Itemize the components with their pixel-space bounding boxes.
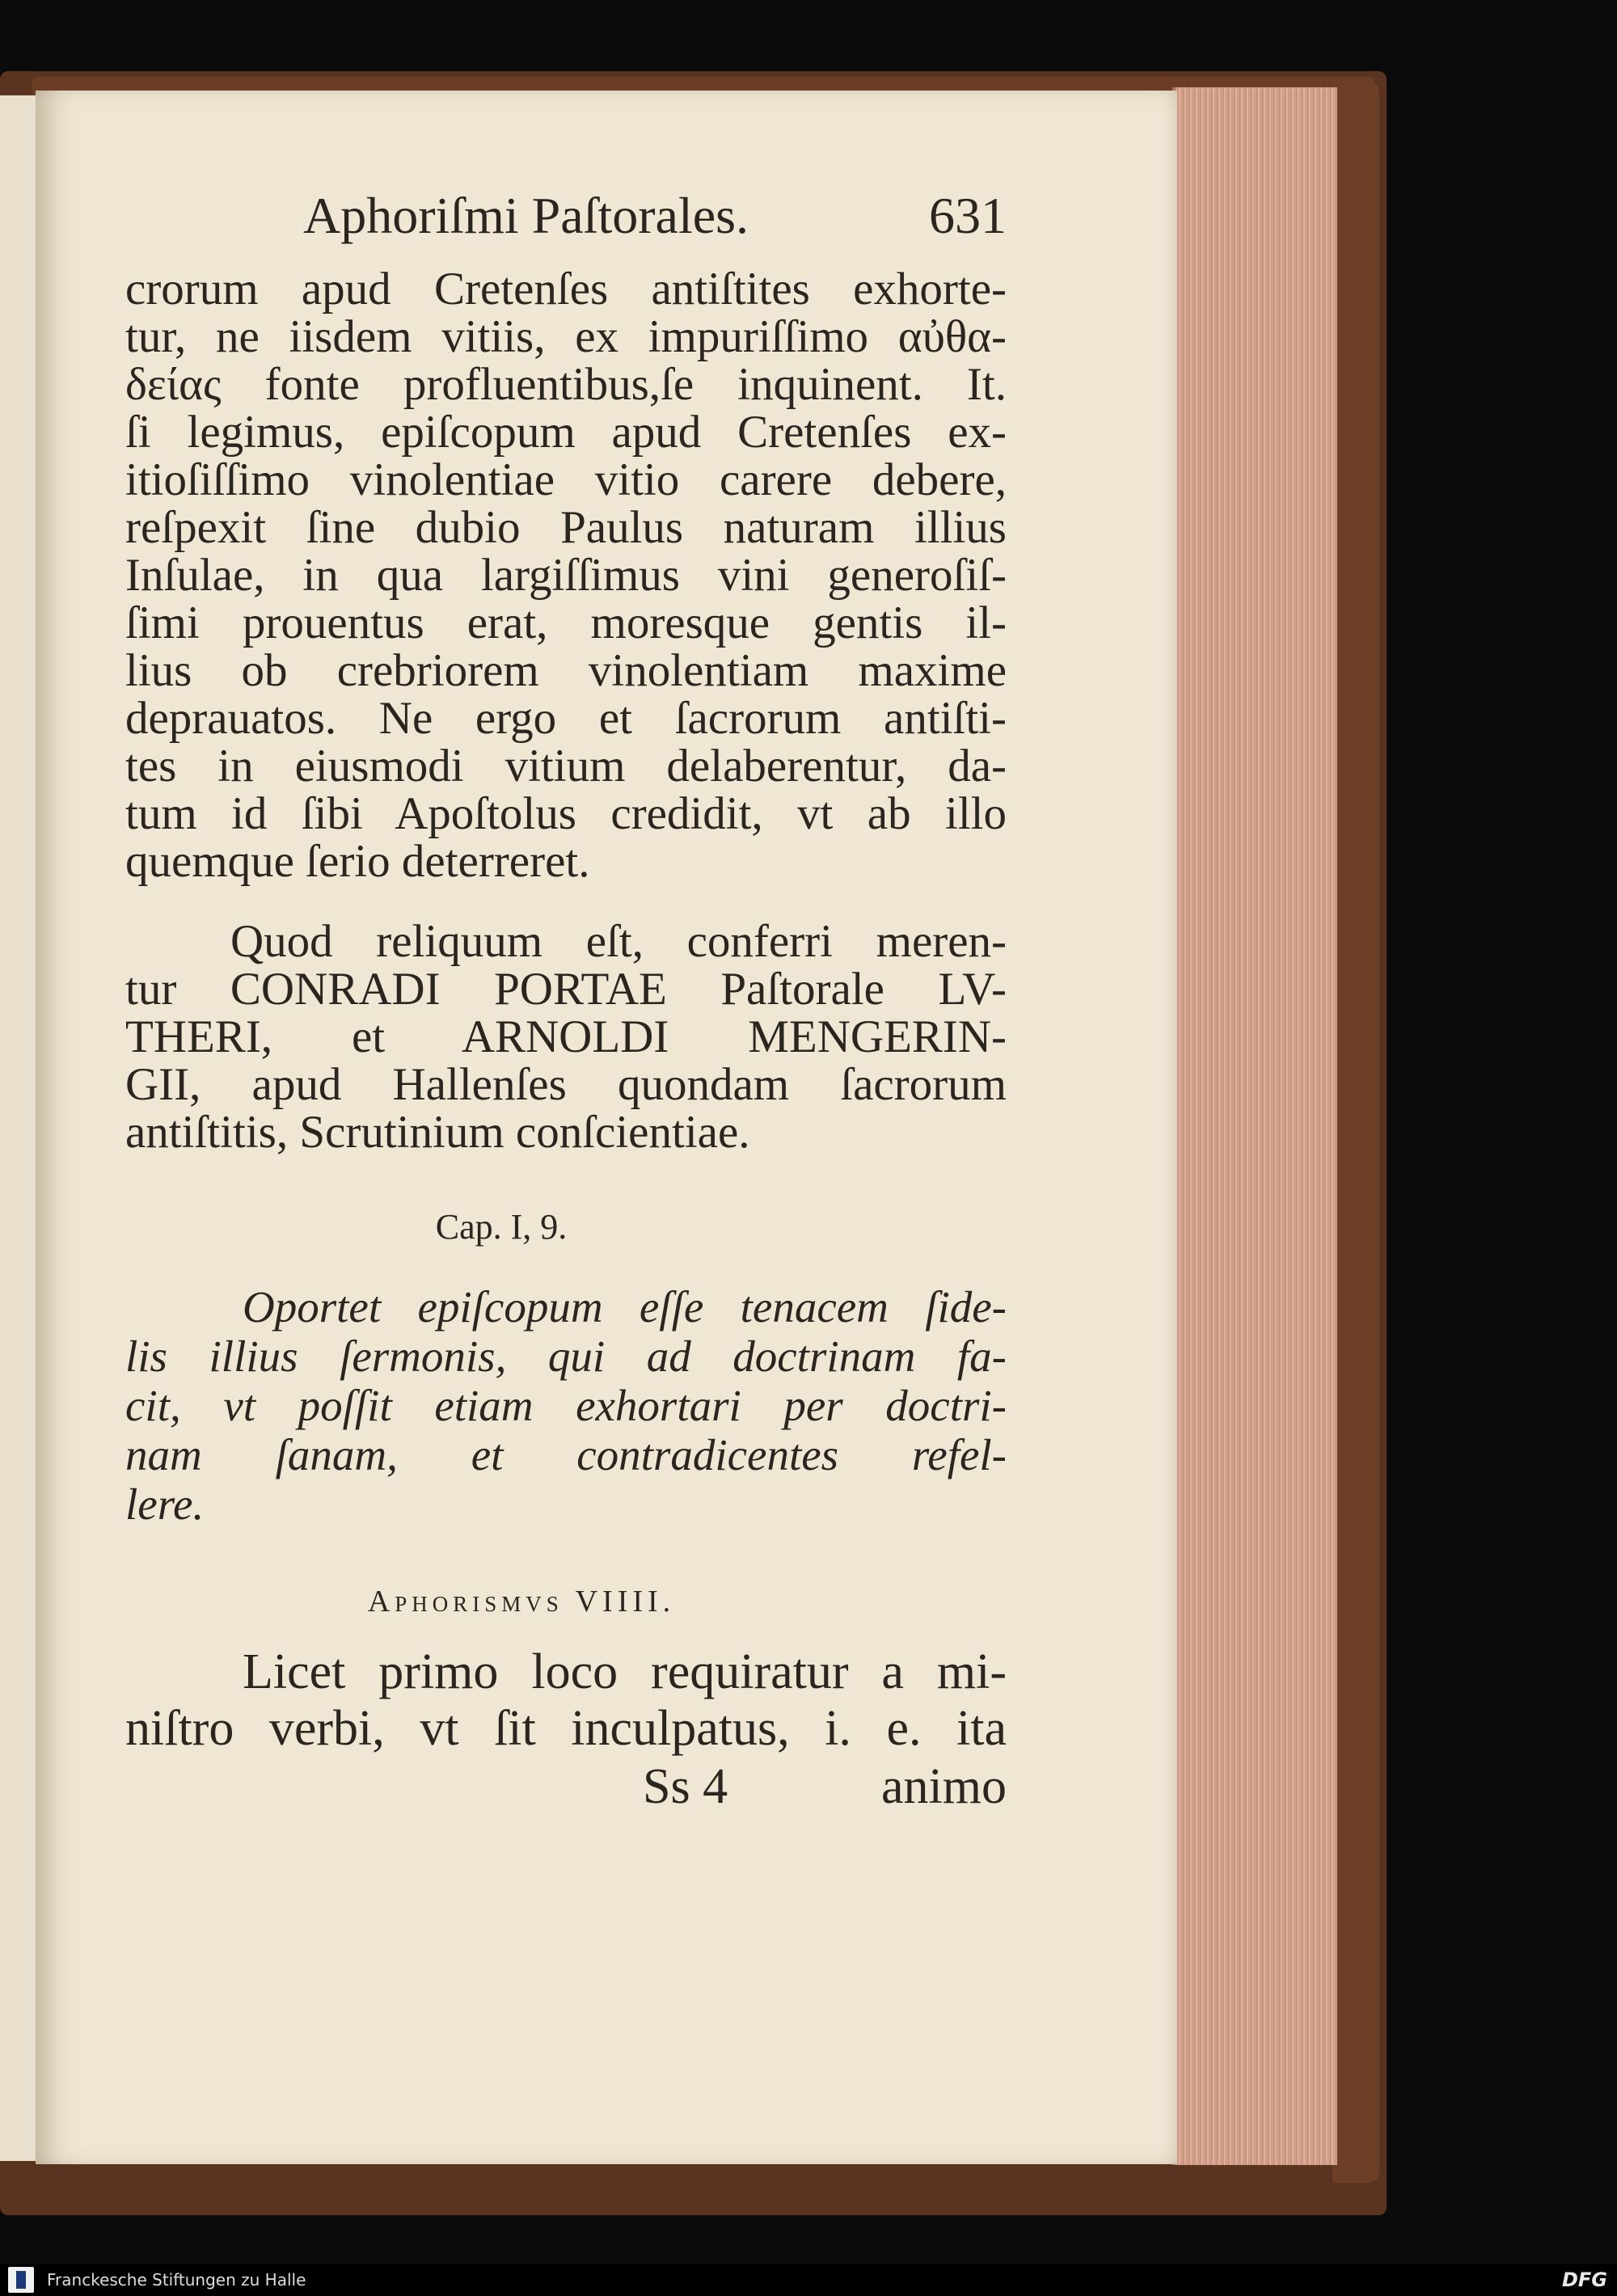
catchword: animo: [881, 1759, 1007, 1814]
quote-line: cit, vt poſſit etiam exhortari per doctri-: [125, 1381, 1007, 1430]
paragraph-2: [125, 918, 1007, 1156]
text-line: Quod reliquum eſt, conferri meren-: [230, 916, 1007, 967]
chapter-reference: Cap. I, 9.: [435, 1207, 568, 1247]
paragraph-1: [125, 265, 1007, 885]
running-title: Aphoriſmi Paſtorales.: [303, 187, 749, 244]
text-line: crorum apud Cretenſes antiſtites exhorte-: [125, 264, 1007, 314]
text-line: antiſtitis, Scrutinium conſcientiae.: [125, 1107, 750, 1158]
text-line: tum id ſibi Apoſtolus credidit, vt ab illo: [125, 788, 1007, 839]
text-line: ſimi prouentus erat, moresque gentis il-: [125, 597, 1007, 648]
page-number: 631: [929, 187, 1007, 244]
text-line: δείας fonte profluentibus,ſe inquinent. It.: [125, 359, 1007, 410]
text-line: quemque ſerio deterreret.: [125, 836, 590, 887]
page-footer-line: [125, 1758, 1007, 1815]
quote-line: Oportet epiſcopum eſſe tenacem ſide-: [243, 1282, 1007, 1332]
cover-spine-right: [1332, 81, 1379, 2183]
page-text: [125, 186, 1007, 1815]
left-page-edge: [0, 95, 38, 2161]
text-line: reſpexit ſine dubio Paulus naturam illius: [125, 502, 1007, 553]
text-line: ſi legimus, epiſcopum apud Cretenſes ex-: [125, 407, 1007, 458]
page-fore-edge: [1172, 87, 1337, 2165]
institution-logo-icon: [8, 2267, 34, 2293]
dfg-logo: DFG: [1561, 2269, 1607, 2291]
aphorism-heading: Aphorismvs VIIII.: [367, 1585, 676, 1619]
text-line: Licet primo loco requiratur a mi-: [243, 1644, 1007, 1699]
signature-mark: Ss 4: [643, 1759, 728, 1814]
text-line: deprauatos. Ne ergo et ſacrorum antiſti-: [125, 693, 1007, 744]
text-line: itioſiſſimo vinolentiae vitio carere debere,: [125, 454, 1007, 505]
viewer-footer-bar: [0, 2264, 1617, 2296]
text-line: tes in eiusmodi vitium delaberentur, da-: [125, 741, 1007, 791]
quote-line: lere.: [125, 1479, 205, 1529]
scripture-quote: [125, 1282, 1007, 1529]
text-line: niſtro verbi, vt ſit inculpatus, i. e. ita: [125, 1701, 1007, 1756]
paragraph-3: [125, 1644, 1007, 1757]
text-line: Inſulae, in qua largiſſimus vini generoſiſ-: [125, 550, 1007, 601]
text-line: THERI, et ARNOLDI MENGERIN-: [125, 1011, 1007, 1062]
quote-line: lis illius ſermonis, qui ad doctrinam fa-: [125, 1332, 1007, 1381]
text-line: GII, apud Hallenſes quondam ſacrorum: [125, 1059, 1007, 1110]
running-header: [303, 186, 1007, 259]
institution-name: Franckesche Stiftungen zu Halle: [47, 2270, 306, 2290]
text-line: tur, ne iisdem vitiis, ex impuriſſimo αὐθα-: [125, 311, 1007, 362]
text-line: tur CONRADI PORTAE Paſtorale LV-: [125, 964, 1007, 1015]
text-line: lius ob crebriorem vinolentiam maxime: [125, 645, 1007, 696]
quote-line: nam ſanam, et contradicentes refel-: [125, 1430, 1007, 1479]
